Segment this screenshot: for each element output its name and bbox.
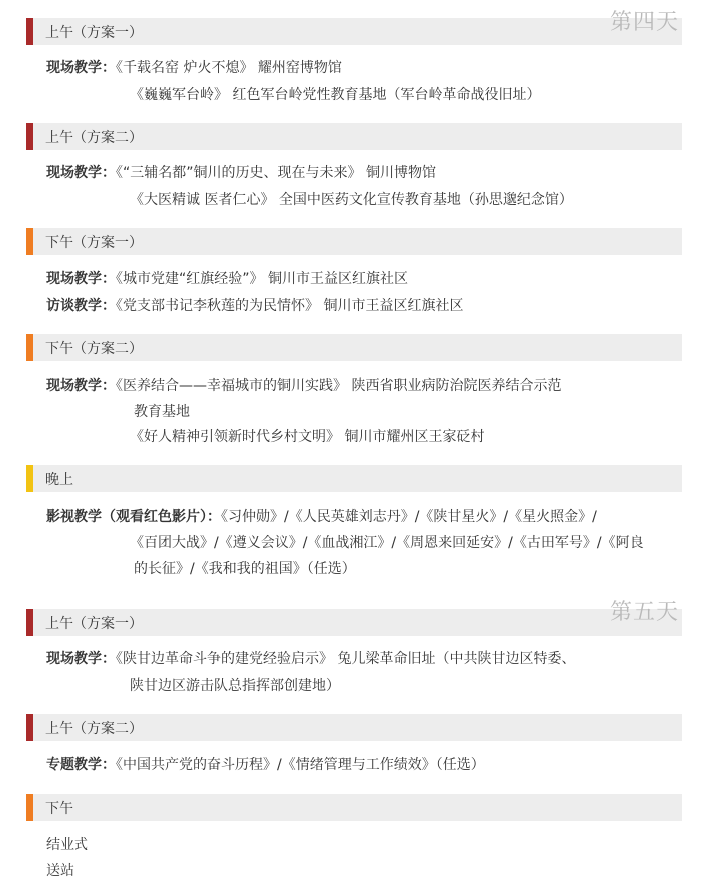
section-title: 上午（方案一） xyxy=(45,615,143,632)
section-header-day4-morning-plan2 xyxy=(26,123,682,150)
day-label-4: 第四天 xyxy=(609,10,679,35)
schedule-line: 专题教学：《中国共产党的奋斗历程》/《情绪管理与工作绩效》（任选） xyxy=(46,757,485,773)
line-label: 影视教学（观看红色影片）： xyxy=(46,509,221,525)
section-header-day5-morning-plan2 xyxy=(26,714,682,741)
section-header-day4-evening xyxy=(26,465,682,492)
schedule-line: 结业式 xyxy=(46,837,88,853)
line-label: 现场教学： xyxy=(46,378,116,394)
line-label: 访谈教学： xyxy=(46,298,116,314)
line-label: 现场教学： xyxy=(46,165,116,181)
section-color-bar xyxy=(26,465,33,492)
schedule-line: 的长征》/《我和我的祖国》（任选） xyxy=(134,561,356,577)
section-color-bar xyxy=(26,123,33,150)
section-header-day5-afternoon xyxy=(26,794,682,821)
section-title: 上午（方案一） xyxy=(45,24,143,41)
schedule-line: 现场教学：《陕甘边革命斗争的建党经验启示》 兔儿梁革命旧址（中共陕甘边区特委、 xyxy=(46,651,576,667)
line-label: 现场教学： xyxy=(46,651,116,667)
schedule-line: 现场教学：《“三辅名都”铜川的历史、现在与未来》 铜川博物馆 xyxy=(46,165,436,181)
section-title: 晚上 xyxy=(45,471,73,488)
day-label-5: 第五天 xyxy=(609,600,679,625)
section-title: 上午（方案二） xyxy=(45,129,143,146)
schedule-line: 现场教学：《千载名窑 炉火不熄》 耀州窑博物馆 xyxy=(46,60,342,76)
section-color-bar xyxy=(26,794,33,821)
schedule-line: 《大医精诚 医者仁心》 全国中医药文化宣传教育基地（孙思邈纪念馆） xyxy=(130,192,573,208)
schedule-line: 《好人精神引领新时代乡村文明》 铜川市耀州区王家砭村 xyxy=(130,429,485,445)
schedule-line: 现场教学：《医养结合——幸福城市的铜川实践》 陕西省职业病防治院医养结合示范 xyxy=(46,378,562,394)
schedule-line: 教育基地 xyxy=(134,404,190,420)
section-color-bar xyxy=(26,334,33,361)
section-title: 上午（方案二） xyxy=(45,720,143,737)
section-header-day4-afternoon-plan2 xyxy=(26,334,682,361)
line-label: 现场教学： xyxy=(46,271,116,287)
section-title: 下午 xyxy=(45,800,73,817)
section-color-bar xyxy=(26,609,33,636)
section-header-day4-morning-plan1 xyxy=(26,18,682,45)
schedule-line: 《百团大战》/《遵义会议》/《血战湘江》/《周恩来回延安》/《古田军号》/《阿良 xyxy=(130,535,644,551)
line-label: 现场教学： xyxy=(46,60,116,76)
section-title: 下午（方案一） xyxy=(45,234,143,251)
schedule-line: 访谈教学：《党支部书记李秋莲的为民情怀》 铜川市王益区红旗社区 xyxy=(46,298,464,314)
section-color-bar xyxy=(26,714,33,741)
section-title: 下午（方案二） xyxy=(45,340,143,357)
schedule-line: 陕甘边区游击队总指挥部创建地） xyxy=(130,678,340,694)
schedule-line: 现场教学：《城市党建“红旗经验”》 铜川市王益区红旗社区 xyxy=(46,271,408,287)
schedule-line: 《巍巍军台岭》 红色军台岭党性教育基地（军台岭革命战役旧址） xyxy=(130,87,541,103)
schedule-line: 送站 xyxy=(46,863,74,879)
schedule-line: 影视教学（观看红色影片）：《习仲勋》/《人民英雄刘志丹》/《陕甘星火》/《星火照金》/ xyxy=(46,509,597,525)
line-label: 专题教学： xyxy=(46,757,116,773)
section-header-day5-morning-plan1 xyxy=(26,609,682,636)
section-color-bar xyxy=(26,228,33,255)
section-color-bar xyxy=(26,18,33,45)
section-header-day4-afternoon-plan1 xyxy=(26,228,682,255)
